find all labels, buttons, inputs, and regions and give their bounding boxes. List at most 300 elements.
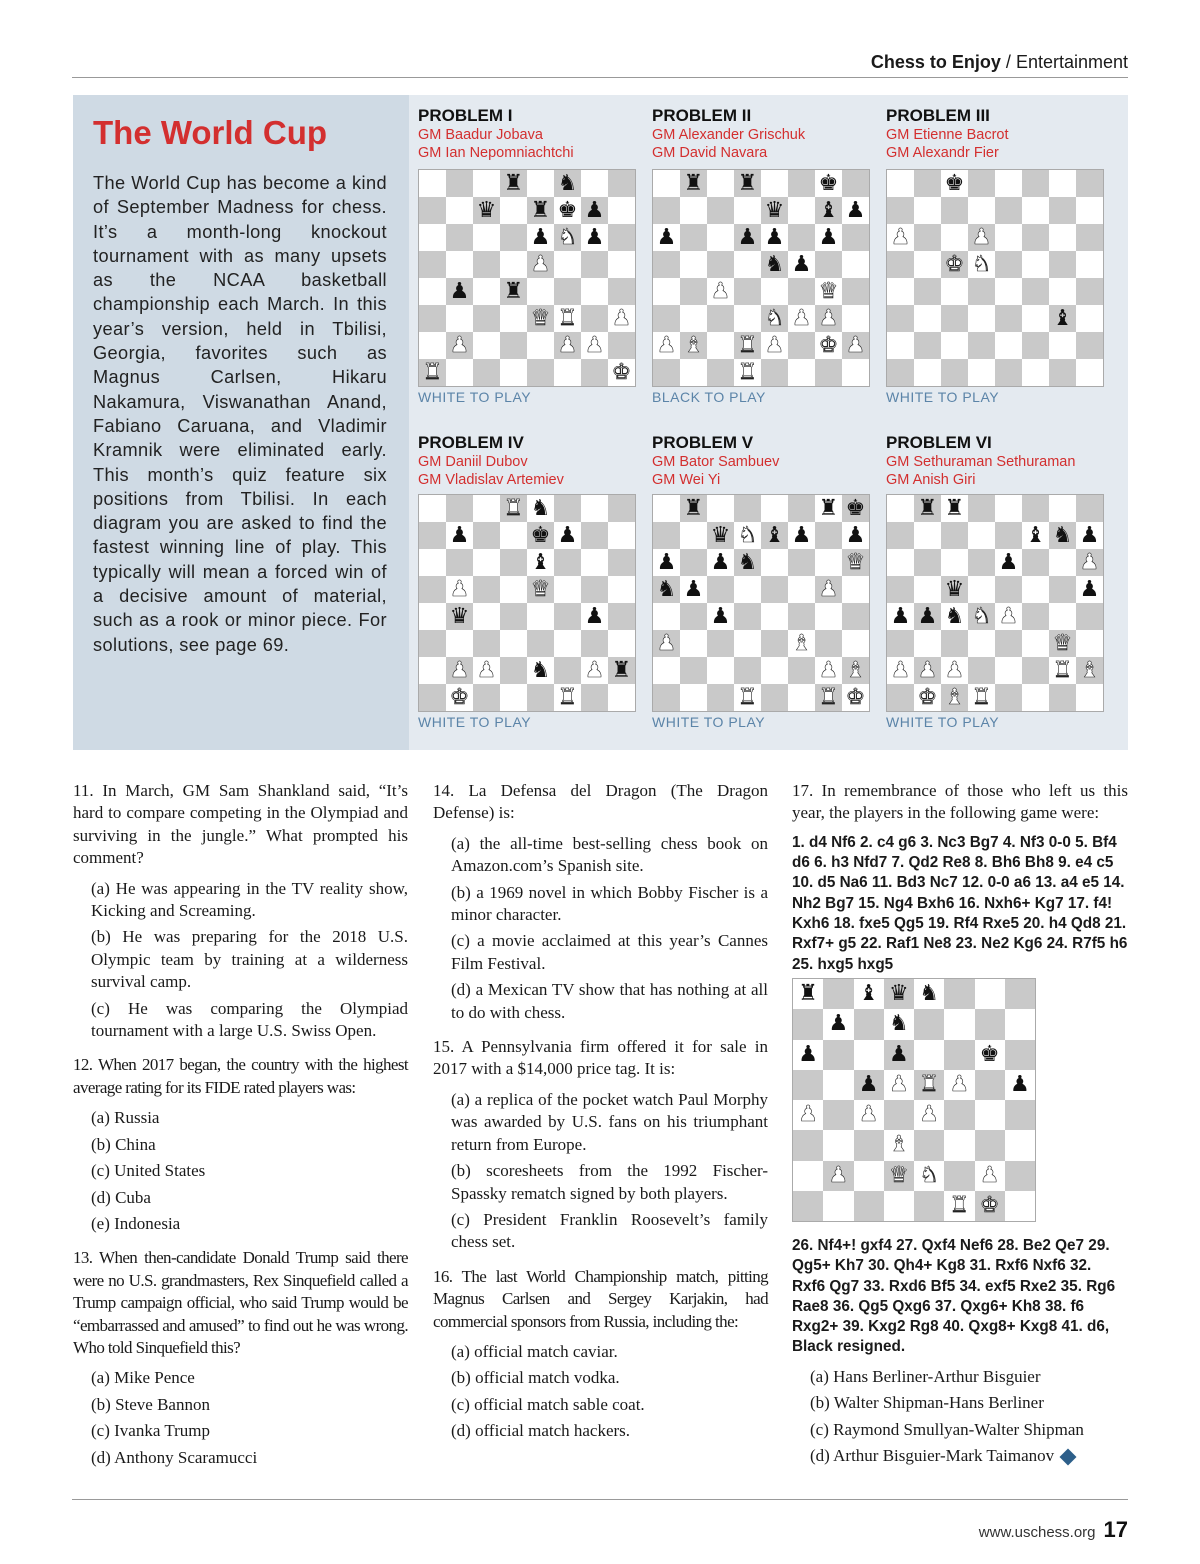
board-square (914, 549, 941, 576)
board-square (975, 1009, 1005, 1039)
board-square (1076, 278, 1103, 305)
problem-5-caption: WHITE TO PLAY (652, 714, 766, 730)
white-pawn-icon: ♟ (914, 657, 941, 684)
white-knight-icon: ♞ (554, 224, 581, 251)
board-square (887, 630, 914, 657)
section-name: Chess to Enjoy (870, 52, 1001, 72)
white-rook-icon: ♜ (557, 305, 578, 331)
board-square (842, 170, 869, 197)
board-square (944, 1100, 974, 1130)
board-square (968, 522, 995, 549)
board-square (734, 278, 761, 305)
board-square (788, 495, 815, 522)
board-square (419, 251, 446, 278)
black-bishop-icon: ♝ (1049, 305, 1076, 332)
board-square (887, 332, 914, 359)
board-square (500, 197, 527, 224)
white-knight-icon: ♞ (971, 251, 992, 277)
board-square (1022, 549, 1049, 576)
board-square (734, 495, 761, 522)
board-square (995, 170, 1022, 197)
white-rook-icon: ♜ (815, 684, 842, 711)
white-pawn-icon: ♟ (1076, 549, 1103, 576)
running-header: Chess to Enjoy / Entertainment (870, 52, 1128, 72)
board-square (581, 170, 608, 197)
black-king-icon: ♚ (944, 170, 965, 196)
black-rook-icon: ♜ (914, 495, 941, 522)
board-square (473, 630, 500, 657)
board-square (419, 657, 446, 684)
board-square (1022, 630, 1049, 657)
white-king-icon: ♚ (917, 684, 938, 710)
q15-option-a: (a) a replica of the pocket watch Paul Morphy was awarded by U.S. fans on his triumphant return from Europe. (451, 1089, 768, 1154)
white-pawn-icon: ♟ (858, 1102, 879, 1128)
board-square (842, 278, 869, 305)
board-square (527, 630, 554, 657)
board-square (734, 197, 761, 224)
board-square (500, 549, 527, 576)
board-square (608, 630, 635, 657)
board-square (842, 603, 869, 630)
board-square (941, 332, 968, 359)
board-square (914, 359, 941, 386)
board-square (941, 549, 968, 576)
question-14: 14. La Defensa del Dragon (The Dragon Defense) is: (433, 781, 768, 823)
question-12: 12. When 2017 began, the country with the highest average rating for its FIDE rated players was: (73, 1055, 408, 1097)
board-square (1076, 224, 1103, 251)
white-knight-icon: ♞ (919, 1162, 939, 1188)
black-pawn-icon: ♟ (530, 224, 551, 250)
game-moves-part-2: 26. Nf4+! gxf4 27. Qxf4 Nef6 28. Be2 Qe7 29. Qg5+ Kh7 30. Qh4+ Kg8 31. Rxf6 Nxf6 32. Rxf6 Qg7 33. Rxd6 Bf5 34. exf5 Rxe2 35. Rg6 Rae8 36. Qg5 Qxg6 37. Qxg6+ Kh8 38. f6 Rxg2+ 39. Kxg2 Rg8 40. Qxg8+ Kxg8 41. d6, Black resigned. (792, 1237, 1116, 1356)
board-square (788, 197, 815, 224)
board-square (823, 1070, 853, 1100)
board-square (581, 305, 608, 332)
board-square (581, 549, 608, 576)
white-pawn-icon: ♟ (944, 657, 965, 683)
board-square (788, 332, 815, 359)
black-rook-icon: ♜ (500, 278, 527, 305)
black-pawn-icon: ♟ (557, 522, 578, 548)
board-square (944, 1009, 974, 1039)
board-square (446, 549, 473, 576)
black-knight-icon: ♞ (530, 657, 551, 683)
board-square (581, 522, 608, 549)
problem-5-header: PROBLEM V GM Bator Sambuev GM Wei Yi (652, 433, 780, 488)
problem-6-board (886, 494, 1104, 712)
board-square (793, 1070, 823, 1100)
board-square (914, 332, 941, 359)
black-rook-icon: ♜ (944, 495, 965, 521)
black-rook-icon: ♜ (680, 495, 707, 522)
board-square (975, 1070, 1005, 1100)
black-pawn-icon: ♟ (734, 224, 761, 251)
column-1 (73, 780, 408, 1473)
black-knight-icon: ♞ (889, 1011, 909, 1037)
problem-4-caption: WHITE TO PLAY (418, 714, 532, 730)
white-pawn-icon: ♟ (815, 576, 842, 603)
q14-option-a: (a) the all-time best-selling chess book on Amazon.com’s Spanish site. (451, 833, 768, 876)
board-square (581, 359, 608, 386)
board-square (680, 224, 707, 251)
board-square (815, 359, 842, 386)
board-square (707, 170, 734, 197)
problem-3-board (886, 169, 1104, 387)
board-square (1049, 197, 1076, 224)
board-square (608, 495, 635, 522)
question-13: 13. When then-candidate Donald Trump said there were no U.S. grandmasters, Rex Sinquefield called a Trump campaign official, who said Trump would be “embarrassed and amused” to find out he was wrong. Who told Sinquefield this? (73, 1248, 408, 1357)
board-square (653, 359, 680, 386)
board-square (734, 630, 761, 657)
board-square (887, 522, 914, 549)
board-square (1022, 278, 1049, 305)
board-square (653, 197, 680, 224)
board-square (419, 278, 446, 305)
board-square (968, 359, 995, 386)
board-square (968, 549, 995, 576)
board-square (788, 549, 815, 576)
board-square (734, 576, 761, 603)
white-pawn-icon: ♟ (968, 224, 995, 251)
white-knight-icon: ♞ (737, 522, 758, 548)
board-square (968, 170, 995, 197)
black-rook-icon: ♜ (500, 170, 527, 197)
board-square (707, 359, 734, 386)
board-square (554, 576, 581, 603)
black-king-icon: ♚ (979, 1041, 1000, 1067)
board-square (975, 979, 1005, 1009)
board-square (473, 170, 500, 197)
board-square (1076, 684, 1103, 711)
black-pawn-icon: ♟ (798, 1041, 818, 1067)
board-square (1049, 359, 1076, 386)
white-bishop-icon: ♝ (842, 657, 869, 684)
board-square (653, 522, 680, 549)
board-square (500, 657, 527, 684)
white-pawn-icon: ♟ (710, 278, 731, 304)
board-square (815, 630, 842, 657)
white-queen-icon: ♛ (527, 576, 554, 603)
board-square (554, 495, 581, 522)
end-mark-icon (1060, 1449, 1077, 1466)
black-pawn-icon: ♟ (845, 197, 866, 223)
board-square (500, 630, 527, 657)
board-square (887, 197, 914, 224)
board-square (1049, 170, 1076, 197)
board-square (941, 522, 968, 549)
black-pawn-icon: ♟ (845, 522, 866, 548)
board-square (1076, 251, 1103, 278)
board-square (788, 278, 815, 305)
board-square (707, 576, 734, 603)
board-square (842, 576, 869, 603)
board-square (968, 197, 995, 224)
board-square (419, 170, 446, 197)
white-pawn-icon: ♟ (449, 576, 470, 602)
white-queen-icon: ♛ (1049, 630, 1076, 657)
white-bishop-icon: ♝ (941, 684, 968, 711)
white-pawn-icon: ♟ (656, 332, 677, 358)
board-square (887, 684, 914, 711)
board-square (995, 657, 1022, 684)
board-square (554, 549, 581, 576)
white-pawn-icon: ♟ (446, 332, 473, 359)
footer-rule (72, 1499, 1128, 1500)
board-square (842, 251, 869, 278)
board-square (680, 657, 707, 684)
board-square (968, 332, 995, 359)
black-queen-icon: ♛ (884, 979, 914, 1009)
black-pawn-icon: ♟ (710, 603, 731, 629)
board-square (1076, 630, 1103, 657)
board-square (887, 549, 914, 576)
board-square (1049, 224, 1076, 251)
board-square (761, 630, 788, 657)
q14-option-b: (b) a 1969 novel in which Bobby Fischer is a minor character. (451, 882, 768, 925)
board-square (500, 359, 527, 386)
board-square (941, 630, 968, 657)
board-square (707, 251, 734, 278)
board-square (1022, 170, 1049, 197)
white-rook-icon: ♜ (557, 684, 578, 710)
white-rook-icon: ♜ (914, 1070, 944, 1100)
board-square (944, 1130, 974, 1160)
white-pawn-icon: ♟ (764, 332, 785, 358)
board-square (500, 684, 527, 711)
board-square (761, 170, 788, 197)
black-knight-icon: ♞ (734, 549, 761, 576)
board-square (707, 305, 734, 332)
column-2 (433, 780, 768, 1447)
board-square (761, 684, 788, 711)
board-square (842, 359, 869, 386)
board-square (761, 495, 788, 522)
board-square (707, 657, 734, 684)
board-square (419, 576, 446, 603)
white-king-icon: ♚ (845, 684, 866, 710)
q16-option-c: (c) official match sable coat. (451, 1394, 645, 1414)
header-rule (72, 77, 1128, 78)
black-queen-icon: ♛ (761, 197, 788, 224)
board-square (914, 305, 941, 332)
q14-option-c: (c) a movie acclaimed at this year’s Cannes Film Festival. (451, 931, 768, 973)
black-pawn-icon: ♟ (446, 278, 473, 305)
q17-option-c: (c) Raymond Smullyan-Walter Shipman (810, 1419, 1084, 1439)
board-square (527, 170, 554, 197)
board-square (554, 657, 581, 684)
game-diagram-board (792, 978, 1036, 1222)
board-square (554, 630, 581, 657)
column-3-continued (792, 1236, 1128, 1471)
board-square (473, 359, 500, 386)
board-square (1022, 305, 1049, 332)
board-square (842, 630, 869, 657)
q12-option-d: (d) Cuba (91, 1187, 151, 1207)
board-square (761, 278, 788, 305)
q13-option-b: (b) Steve Bannon (91, 1394, 210, 1414)
board-square (608, 170, 635, 197)
board-square (1005, 1161, 1035, 1191)
white-pawn-icon: ♟ (919, 1102, 939, 1128)
board-square (446, 359, 473, 386)
white-pawn-icon: ♟ (791, 305, 812, 331)
white-pawn-icon: ♟ (818, 657, 839, 683)
board-square (761, 603, 788, 630)
q17-option-a: (a) Hans Berliner-Arthur Bisguier (810, 1366, 1041, 1386)
board-square (473, 603, 500, 630)
board-square (1022, 495, 1049, 522)
board-square (1005, 1009, 1035, 1039)
game-moves-part-1: 1. d4 Nf6 2. c4 g6 3. Nc3 Bg7 4. Nf3 0-0 5. Bf4 d6 6. h3 Nfd7 7. Qd2 Re8 8. Bh6 Bh8 9. e4 c5 10. d5 Na6 11. Bd3 Nc7 12. 0-0 a6 13. a4 e5 14. Nh2 Bg7 15. Ng4 Bxh6 16. Nxh6+ Kg7 17. f4! Kxh6 18. fxe5 Qg5 19. Rf4 Rxe5 20. h4 Qd8 21. Rxf7+ g5 22. Raf1 Ne8 23. Ne2 Kg6 24. R7f5 h6 25. hxg5 hxg5 (792, 833, 1128, 973)
board-square (1049, 251, 1076, 278)
board-square (734, 251, 761, 278)
board-square (680, 305, 707, 332)
board-square (975, 1100, 1005, 1130)
black-pawn-icon: ♟ (1079, 576, 1100, 602)
white-pawn-icon: ♟ (890, 657, 911, 683)
board-square (968, 576, 995, 603)
white-king-icon: ♚ (818, 332, 839, 358)
board-square (680, 603, 707, 630)
black-pawn-icon: ♟ (818, 224, 839, 250)
black-queen-icon: ♛ (941, 576, 968, 603)
board-square (995, 197, 1022, 224)
board-square (995, 251, 1022, 278)
board-square (473, 684, 500, 711)
white-pawn-icon: ♟ (798, 1102, 818, 1128)
page-number: 17 (1103, 1517, 1128, 1542)
black-knight-icon: ♞ (1049, 522, 1076, 549)
problem-3-caption: WHITE TO PLAY (886, 389, 1000, 405)
white-knight-icon: ♞ (761, 305, 788, 332)
white-rook-icon: ♜ (1052, 657, 1073, 683)
black-rook-icon: ♜ (527, 197, 554, 224)
white-rook-icon: ♜ (949, 1192, 970, 1218)
white-king-icon: ♚ (611, 359, 632, 385)
black-knight-icon: ♞ (761, 251, 788, 278)
white-pawn-icon: ♟ (476, 657, 497, 683)
white-rook-icon: ♜ (734, 332, 761, 359)
black-queen-icon: ♛ (707, 522, 734, 549)
board-square (446, 630, 473, 657)
board-square (446, 305, 473, 332)
q17-option-d: (d) Arthur Bisguier-Mark Taimanov (792, 1445, 1128, 1467)
board-square (914, 170, 941, 197)
problem-1-header: PROBLEM I GM Baadur Jobava GM Ian Nepomniachtchi (418, 106, 574, 161)
board-square (473, 251, 500, 278)
board-square (500, 576, 527, 603)
black-knight-icon: ♞ (530, 495, 551, 521)
board-square (815, 603, 842, 630)
black-pawn-icon: ♟ (683, 576, 704, 602)
board-square (914, 522, 941, 549)
black-king-icon: ♚ (557, 197, 578, 223)
white-pawn-icon: ♟ (653, 630, 680, 657)
footer-url: www.uschess.org (978, 1524, 1096, 1541)
white-rook-icon: ♜ (971, 684, 992, 710)
board-square (554, 251, 581, 278)
q14-option-d: (d) a Mexican TV show that has nothing at all to do with chess. (451, 980, 768, 1022)
board-square (446, 170, 473, 197)
column-3 (792, 780, 1128, 975)
white-bishop-icon: ♝ (1076, 657, 1103, 684)
board-square (473, 549, 500, 576)
board-square (788, 603, 815, 630)
board-square (941, 197, 968, 224)
q13-option-a: (a) Mike Pence (91, 1368, 195, 1388)
black-pawn-icon: ♟ (449, 522, 470, 548)
white-pawn-icon: ♟ (527, 251, 554, 278)
board-square (653, 657, 680, 684)
board-square (968, 278, 995, 305)
board-square (1049, 495, 1076, 522)
black-pawn-icon: ♟ (828, 1011, 849, 1037)
black-rook-icon: ♜ (680, 170, 707, 197)
board-square (500, 603, 527, 630)
board-square (995, 305, 1022, 332)
board-square (608, 549, 635, 576)
white-pawn-icon: ♟ (979, 1162, 1000, 1188)
black-knight-icon: ♞ (944, 603, 965, 629)
black-king-icon: ♚ (818, 170, 839, 196)
black-bishop-icon: ♝ (858, 981, 879, 1007)
problem-2-board (652, 169, 870, 387)
board-square (527, 359, 554, 386)
board-square (842, 305, 869, 332)
board-square (761, 549, 788, 576)
white-pawn-icon: ♟ (890, 224, 911, 250)
board-square (680, 630, 707, 657)
white-rook-icon: ♜ (500, 495, 527, 522)
white-king-icon: ♚ (449, 684, 470, 710)
board-square (914, 576, 941, 603)
board-square (1022, 576, 1049, 603)
board-square (680, 522, 707, 549)
white-rook-icon: ♜ (737, 359, 758, 385)
black-knight-icon: ♞ (919, 981, 939, 1007)
board-square (419, 684, 446, 711)
white-knight-icon: ♞ (968, 603, 995, 630)
board-square (914, 1009, 944, 1039)
board-square (887, 305, 914, 332)
board-square (793, 1009, 823, 1039)
board-square (1049, 603, 1076, 630)
board-square (968, 630, 995, 657)
board-square (995, 332, 1022, 359)
board-square (1049, 332, 1076, 359)
board-square (419, 224, 446, 251)
white-bishop-icon: ♝ (680, 332, 707, 359)
board-square (500, 332, 527, 359)
board-square (815, 549, 842, 576)
q12-option-b: (b) China (91, 1134, 156, 1154)
board-square (581, 630, 608, 657)
black-king-icon: ♚ (842, 495, 869, 522)
q11-option-b: (b) He was preparing for the 2018 U.S. Olympic team by training at a wilderness survival camp. (91, 927, 408, 992)
board-square (1022, 657, 1049, 684)
black-rook-icon: ♜ (818, 495, 839, 521)
board-square (527, 278, 554, 305)
board-square (653, 684, 680, 711)
black-pawn-icon: ♟ (584, 224, 605, 250)
problem-1-board (418, 169, 636, 387)
board-square (608, 332, 635, 359)
board-square (914, 1191, 944, 1221)
board-square (761, 359, 788, 386)
board-square (1022, 603, 1049, 630)
board-square (944, 1040, 974, 1070)
feature-body: The World Cup has become a kind of September Madness for chess. It’s a month-long knockout tournament with as many upsets as the NCAA basketball championship each March. In this year’s version, held in Tbilisi, Georgia, favorites such as Magnus Carlsen, Hikaru Nakamura, Viswanathan Anand, Fabiano Caruana, and Vladimir Kramnik were eliminated early. This month’s quiz feature six positions from Tbilisi. In each diagram you are asked to find the fastest winning line of play. This typically will mean a forced win of a decisive amount of material, such as a rook or minor piece. For solutions, see page 69. (93, 173, 387, 655)
board-square (473, 495, 500, 522)
